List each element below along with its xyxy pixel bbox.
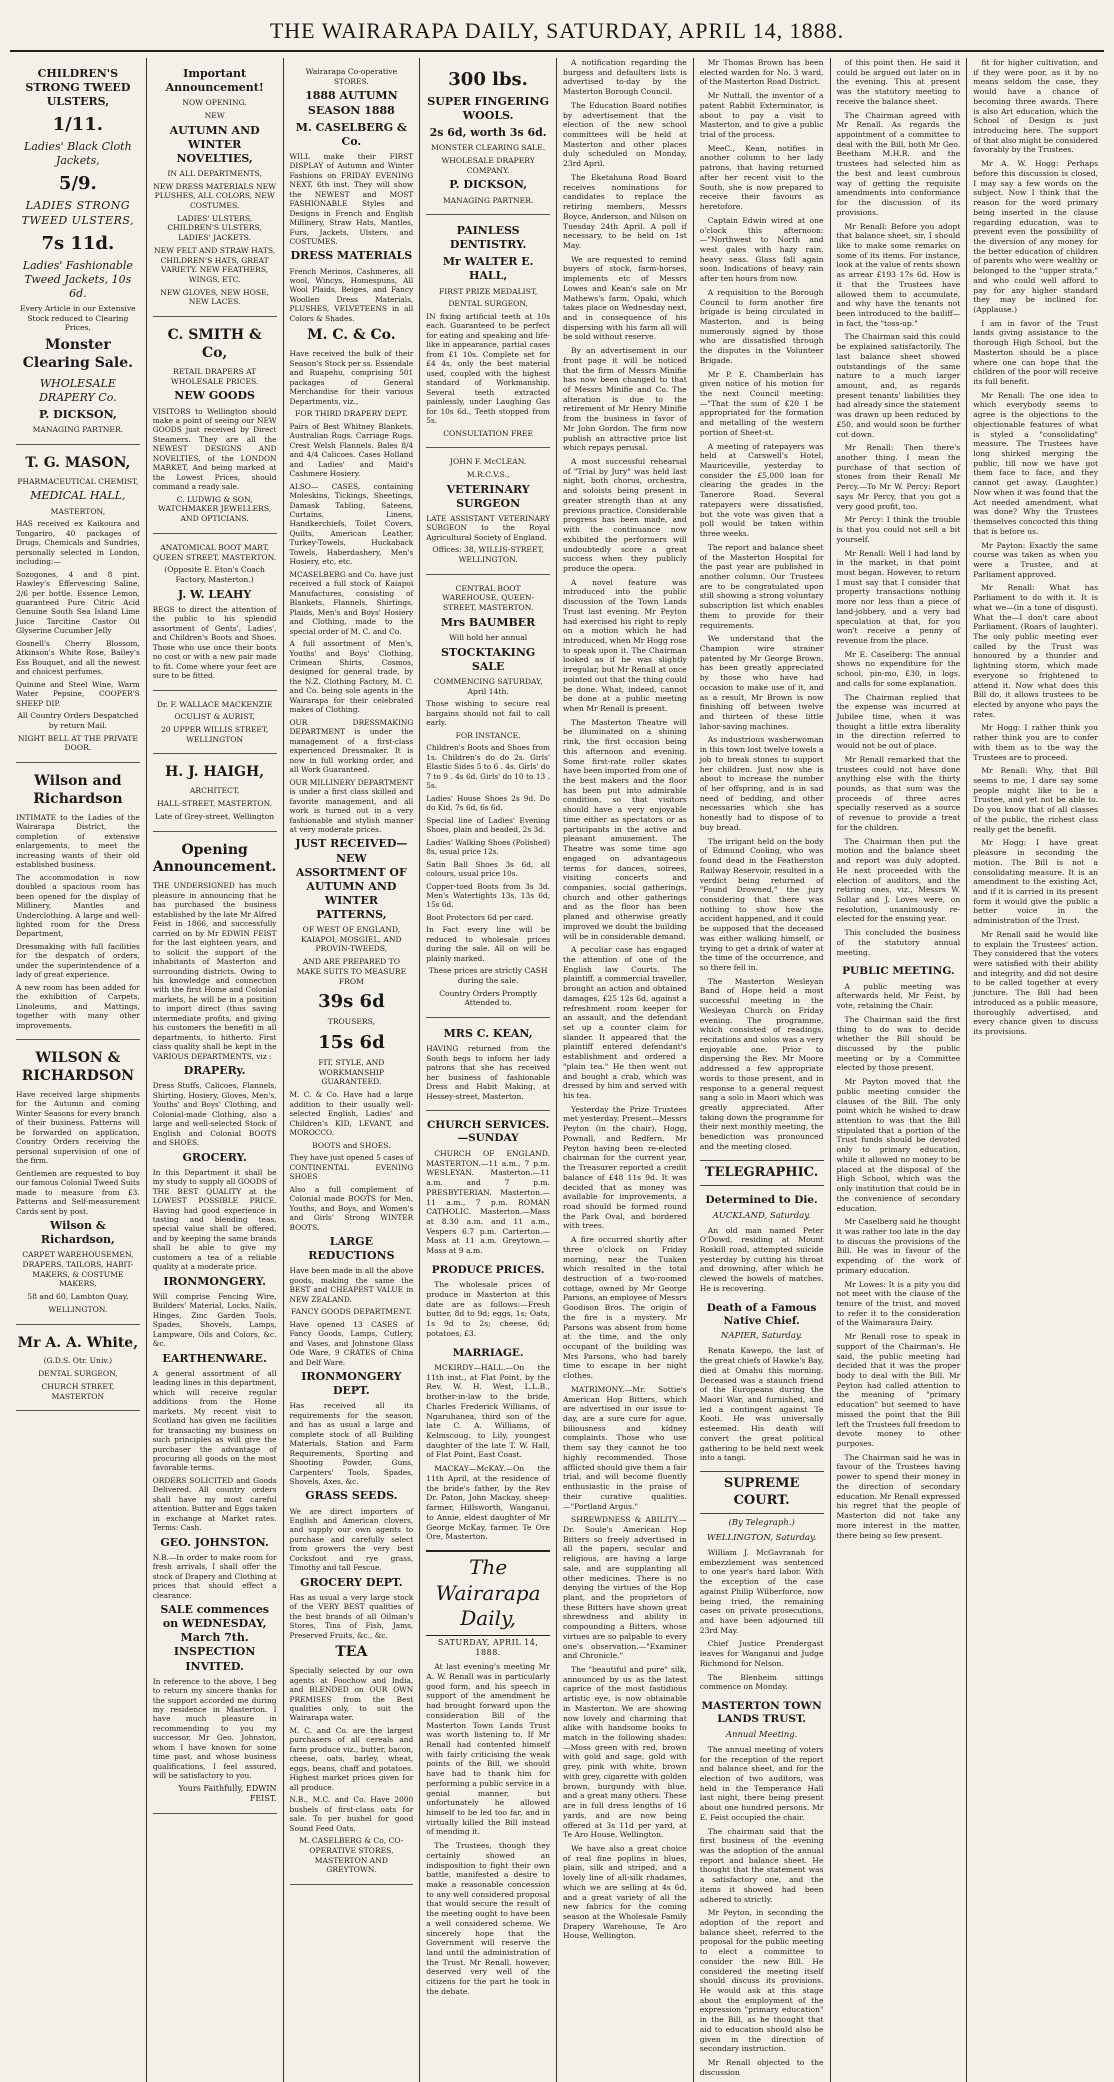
ad-dept: BOOTS and SHOES. <box>312 1140 391 1150</box>
paragraph: Mr P. E. Chamberlain has given notice of his motion for the next Council meeting:—"That the sum of £20 1 be appropriated for the formation and metalling of the western portion of Sheet-st. <box>699 369 824 437</box>
paragraph: Mr Payton: Exactly the same course was taken as when you were a Trustee, and at Parliament approved. <box>973 540 1098 579</box>
paragraph: The Education Board notifies by advertisement that the election of the new school committees will be held at Masterton and other places duly scheduled on Monday, 23rd April. <box>563 100 687 169</box>
paragraph: The irrigant held on the body of Edmund Cooling, who was found dead in the Featherston Railway Reservoir, resulted in a verdict being returned of "Found Drowned," the jury considering that there was nothing to show how the accident happened, and it could be supposed that the deceased was either walking himself, or trying to get a drink of water at the time of the occurrence, and so there fell in. <box>699 836 824 972</box>
ad-name: Dr. F. WALLACE MACKENZIE <box>156 699 273 709</box>
ad-now: NOW OPENING. <box>182 98 247 108</box>
paragraph: A most successful rehearsal of "Trial by Jury" was held last night, both chorus, orchestra, and soloists being present in greater strength than at any previous practice. Considerable progress has been made, and with the continuance now exhibited the performers will undoubtedly score a great success when they publicly produce the opera. <box>563 457 687 573</box>
ad-body: LATE ASSISTANT VETERINARY SURGEON to the Royal Agricultural Society of England. <box>426 513 550 542</box>
ad-role: VETERINARY SURGEON <box>446 482 530 510</box>
ad-mcclean <box>426 448 550 574</box>
paragraph: This concluded the business of the statutory annual meeting. <box>836 928 961 957</box>
ad-dept: GROCERY. <box>182 1150 247 1164</box>
subheading: Determined to Die. <box>705 1194 818 1207</box>
paragraph: fit for higher cultivation, and if they were poor, as it by no means seldom the case, they would have a chance of becoming three awards. There is also Art education, which the School of Design is just introducing here. The support of that also might be considered favorably by the Trustees. <box>973 58 1098 155</box>
paragraph: The wholesale prices of produce in Masterton at this date are as follows:—Fresh butter, 8d to 9d; eggs, 1s; Oats, 1s 9d to 2s; cheese, 6d; potatoes, £3. <box>426 1280 550 1338</box>
ad-deg: (G.D.S. Otr. Univ.) <box>43 1356 113 1366</box>
ad-name: J. W. LEAHY <box>178 587 252 601</box>
ad-price: 1/11. <box>52 114 104 136</box>
ad-body: AND ARE PREPARED TO MAKE SUITS TO MEASURE FROM <box>296 957 407 986</box>
ad-johnston <box>153 832 277 1815</box>
paragraph: A requisition to the Borough Council to form another fire brigade is being circulated in Masterton, and is being numerously signed by those who are dissatisfied through the disputes in the Volunteer Brigade. <box>699 287 824 365</box>
ad-body: M. C. and Co. are the largest purchasers of all cereals and farm produce viz., butter, bacon, cheese, oats, barley, wheat, eggs, beans, chaff and potatoes. Highest market prices given for all produce. <box>289 1725 414 1792</box>
ad-body: The accommodation is now doubled a spacious room has been opened for the display of Millinery, Mantles and Underclothing. A large and well-lighted room for the Dress Department, <box>16 872 140 939</box>
ad-body: IN fixing artificial teeth at 10s each. Guaranteed to be perfect for eating and speaking and life-like in appearance, partial cases from £1 10s. Complete set for £4 4s, only the best material used, coupled with the highest standard of Workmanship. Several teeth extracted painlessly, under Laughing Gas for 10s 6d., Teeth stopped from 5s. <box>426 311 550 426</box>
paragraph: The Blenheim sittings commence on Monday. <box>699 1672 824 1692</box>
ad-season: AUTUMN AND WINTER NOVELTIES, <box>169 123 260 165</box>
ad-dept: FOR INSTANCE. <box>455 730 521 740</box>
ad-body: HAS received ex Kaikoura and Tongariro, 40 packages of Drugs, Chemicals and Sundries, personally selected in London, including:— <box>16 519 140 567</box>
editorial <box>426 1662 550 1996</box>
ad-name: Wilson & Richardson, <box>40 1219 115 1247</box>
ad-body: TROUSERS, <box>327 1017 375 1027</box>
paragraph: Mr Renall rose to speak in support of the Chairman's. He said, the public meeting had decided that it was the proper body to deal with the Bill. Mr Peyton had called attention to the meaning of "primary education" but seemed to have missed the point that the Bill left the Trustees full freedom to devote money to other purposes. <box>836 1332 961 1449</box>
ad-body: Every Article in our Extensive Stock reduced to Clearing Prices, <box>20 303 136 333</box>
ad-name: C. SMITH & Co, <box>167 327 262 362</box>
ad-body: In reference to the above, I beg to return my sincere thanks for the support accorded me during my residence in Masterton. I have much pleasure in recommending to you my successor, Mr Geo. Johnston, whom I have known for some time past, and whose business qualifications, I feel assured, will be satisfactory to you. <box>152 1676 277 1781</box>
ad-body: Will hold her annual <box>449 632 528 642</box>
ad-medal: FIRST PRIZE MEDALIST, <box>439 286 538 296</box>
ad-title: Important Announcement! <box>165 67 264 95</box>
ad-body: Country Orders Promptly Attended to. <box>439 988 538 1008</box>
ad-trades: CARPET WAREHOUSEMEN, DRAPERS, TAILORS, HABIT-MAKERS, & COSTUME MAKERS, <box>22 1250 134 1289</box>
ad-body: We are direct importers of English and American clovers, and supply our own agents to purchase and carefully select from growers the very best Cocksfoot and rye grass, Timothy and tall Fescue. <box>289 1506 414 1573</box>
ad-body: A general assortment of all leading lines in this department, which will receive regular additions from the Home markets. My recent visit to Scotland has given me facilities for transacting my business on such principles as will give the purchaser the advantage of procuring all goods on the most favorable terms. <box>152 1368 277 1473</box>
ad-body: N.B., M.C. and Co. Have 2000 bushels of first-class oats for sale. To per bushel for good Sound Feed Oats. <box>289 1795 414 1833</box>
ad-addr: CHURCH STREET, MASTERTON <box>41 1381 115 1401</box>
ad-body: Has as usual a very large stock of the VERY BEST qualities of the best brands of all Oilman's Stores, Tins of Fish, Jams, Preserved Fruits, &c., &c. <box>289 1592 414 1640</box>
paragraph: The Masterton Wesleyan Band of Hope held a most successful meeting in the Wesleyan Church on Friday evening. The programme, which consisted of readings, recitations and solos was a very enjoyable one. Prior to dispersing the Rev. Mr Moore addressed a few appropriate words to those present, and in response to a general request sang a solo in Maori which was greatly appreciated. After taking down the programme for their next monthly meeting, the benediction was pronounced and the meeting closed. <box>699 976 824 1151</box>
paragraph: The Chairman said he was in favour of the Trustees having power to spend their money in the direction of secondary education. Mr Renall expressed his regret that the people of Masterton did not take any more interest in the matter, there being so few present. <box>836 1452 961 1540</box>
ad-dickson-ulsters <box>16 58 140 445</box>
subheading: (By Telegraph.) <box>728 1518 795 1529</box>
ad-leahy <box>153 534 277 691</box>
ad-mason-chemist <box>16 445 140 763</box>
ad-sale: SALE commences on WEDNESDAY, March 7th. INSPECTION INVITED. <box>160 1603 269 1673</box>
ad-list: Ladies' House Shoes 2s 9d. Do do Kid, 7s 6d, 6s 6d. <box>426 793 550 813</box>
ad-list: Special line of Ladies' Evening Shoes, plain and beaded, 2s 3d. <box>426 815 550 835</box>
column-6 <box>694 58 831 2082</box>
masthead: THE WAIRARAPA DAILY, SATURDAY, APRIL 14, 1888. <box>269 18 845 43</box>
section-heading: PRODUCE PRICES. <box>431 1263 545 1276</box>
ad-body: ORDERS SOLICITED and Goods Delivered. All country orders shall have my most careful attention. Butter and Eggs taken in exchange at Market rates. Terms: Cash. <box>152 1475 277 1533</box>
ad-caselberg <box>290 58 414 1885</box>
paragraph: Mr Renall: Before you adopt that balance sheet, sir, I should like to make some remarks on some of its items. For instance, look at the value of rents shown as arrear £193 17s 6d. How is it that the Trustees have allowed them to accumulate, and why have the tenants not been introduced to the bailiff—in fact, the "toss-up." <box>836 221 961 328</box>
paragraph: Mr Renall: The one idea to which everybody seems to agree is the objections to the objectionable features of what is styled a "consolidating" measure. The Trustees have long shirked merging the public, till now we have got them face to face, and they cannot get away. (Laughter.) Now when it was found that the Act needed amendment, what was done? Why the Trustees themselves concocted this thing that is before us. <box>973 390 1098 536</box>
ad-price: 5/9. <box>58 173 97 195</box>
paragraph: We have also a great choice of real fine poplins in blues, plain, silk and striped, and a lovely line of all-silk rhadames, which we are selling at 4s 6d. and a great variety of all the new fabrics for the coming season at the Wholesale Family Drapery Warehouse, Te Aro House, Wellington. <box>563 1843 687 1941</box>
column-1 <box>10 58 147 2082</box>
ad-list: NEW FELT AND STRAW HATS, CHILDREN'S HATS, GREAT VARIETY. NEW FEATHERS, WINGS, ETC. <box>154 245 276 285</box>
ad-list: NEW DRESS MATERIALS NEW PLUSHES, ALL COLORS, NEW COSTUMES. <box>153 181 276 210</box>
paragraph: CHURCH OF ENGLAND. MASTERTON.—11 a.m., 7 p.m. WESLEYAN. Masterton.—11 a.m. and 7 p.m. PRESBYTERIAN. Masterton.—11 a.m., 7 p.m. ROMAN CATHOLIC. Masterton.—Mass at 8.30 a.m. and 11 a.m., Vespers 6.7 p.m. Carterton.—Mass at 11 a.m. Greytown.—Mass at 9 a.m. <box>426 1148 550 1256</box>
ad-mackenzie <box>153 691 277 755</box>
ad-body: Pairs of Best Whitney Blankets. Australian Rugs. Carriage Rugs. Crest Welsh Flannels. Bales 8/4 and 4/4 Calicoes. Cases Holland and Ladies' and Maid's Cashmere Hosiery. <box>289 421 414 479</box>
ad-body: Gentlemen are requested to buy our famous Colonial Tweed Suits made to measure from £3. Patterns and Self-measurement Cards sent by post. <box>16 1168 140 1216</box>
ad-body: THE UNDERSIGNED has much pleasure in announcing that he has purchased the business established by the late Mr Alfred Feist in 1866, and successfully carried on by Mr EDWIN FEIST for the last eighteen years, and to solicit the support of the inhabitants of Masterton and surrounding districts. Owing to his knowledge and connection with the first Home and Colonial markets, he will be in a position to import direct (thus saving intermediate profits, and giving his customers the benefit) in all departments, to hitherto. First class quality shall be kept in the VARIOUS DEPARTMENTS, viz : <box>152 881 277 1061</box>
section-heading: CHURCH SERVICES.—SUNDAY <box>426 1119 550 1145</box>
ad-price: 39s 6d <box>318 991 385 1013</box>
ad-dept: FANCY GOODS DEPARTMENT. <box>291 1307 412 1317</box>
dateline: AUCKLAND, Saturday. <box>712 1210 811 1221</box>
column-5 <box>557 58 694 2082</box>
ad-sign: Yours Faithfully, EDWIN FEIST. <box>178 1783 277 1803</box>
ad-dept: GRASS SEEDS. <box>305 1489 398 1503</box>
ad-note: All Country Orders Despatched by return Mail. <box>17 711 139 730</box>
paragraph: of this point then. He said it could be argued out later on in the evening. This at present was the statutory meeting to receive the balance sheet. <box>836 58 961 106</box>
ad-dept: LARGE REDUCTIONS <box>308 1234 395 1263</box>
ad-body: These prices are strictly CASH during the sale. <box>428 966 548 985</box>
ad-body: In this Department it shall be my study to supply all GOODS of THE BEST QUALITY at the LOWEST POSSIBLE PRICE. Having had good experience in tasting and blending teas, special value shall be offered, and by keeping the same brands shall be able to give my customers a tea of a reliable quality at a moderate price. <box>152 1167 277 1272</box>
ad-role: DENTAL SURGEON, <box>38 1369 118 1379</box>
paragraph: Mr Hogg: I have great pleasure in seconding the motion. The Bill is not a consolidating measure. It is an amendment to the existing Act, and if it is carried in its present form it would give the public a better voice in the administration of the Trust. <box>973 838 1098 926</box>
ad-body: Also a full complement of Colonial made BOOTS for Men, Youths, and Boys, and Women's and Girls' Strong WINTER BOOTS. <box>289 1184 414 1232</box>
ad-addr: 58 and 60, Lambton Quay, <box>27 1292 129 1302</box>
ad-depts: IN ALL DEPARTMENTS, <box>167 168 262 178</box>
paragraph: Mr Nuttall, the inventor of a patent Rabbit Exterminator, is about to pay a visit to Masterton, and to give a public trial of the process. <box>699 91 824 140</box>
paragraph: The report and balance sheet of the Masterton Hospital for the past year are published in another column. Our Trustees are to be congratulated upon still showing a strong voluntary subscription list which enables them to provide for their requirements. <box>699 542 824 630</box>
ad-price: 2s 6d, worth 3s 6d. <box>429 126 547 140</box>
ad-hall: MEDICAL HALL, <box>30 489 126 503</box>
columns <box>10 58 1104 2077</box>
paragraph: A meeting of ratepayers was held at Carswell's Hotel, Mauriceville, yesterday to consider the £5,000 loan for clearing the grades in the Tanerore Road. Several ratepayers were dissatisfied, but the vote was given that a poll would be taken within three weeks. <box>699 441 824 539</box>
ad-body: Specially selected by our own agents at Foochow and India, and BLENDED on OUR OWN PREMISES from the Best qualities only, to suit the Wairarapa water. <box>289 1666 414 1723</box>
paragraph: Yesterday the Prize Trustees met yesterday. Present—Messrs Peyton (in the chair), Hogg, Pownall, and Redfern. Mr Peyton having been re-elected chairman for the current year, the Treasurer reported a credit balance of £48 11s 9d. It was decided that as money was available for improvements, a road should be formed round the Park Oval, and bordered with trees. <box>563 1104 687 1231</box>
paragraph: Mr Renall said he would like to explain the Trustees' action. They considered that the voters were satisfied with their ability and integrity, and did not desire to be called together at every juncture. The Bill had been introduced as a public measure, thoroughly advertised, and every chance given to discuss its provisions. <box>973 929 1098 1036</box>
paragraph: The annual meeting of voters for the reception of the report and balance sheet, and for the election of two auditors, was held in the Temperance Hall last night, there being present about one hundred persons. Mr E. Feist occupied the chair. <box>699 1744 824 1822</box>
paragraph: Captain Edwin wired at one o'clock this afternoon:—"Northwest to North and west gales with hazy rain, heavy seas. Glass fall again soon. Indications of heavy rain after ten hours from now. <box>699 215 824 284</box>
section-heading: TELEGRAPHIC. <box>700 1160 824 1187</box>
section-heading: MASTERTON TOWN LANDS TRUST. <box>701 1700 822 1726</box>
paragraph: Mr Caselberg said he thought it was rather too late in the day to discuss the provisions of the Bill. He was in favour of the expending of the work of primary education. <box>836 1217 961 1275</box>
ad-price: 7s 11d. <box>41 232 115 254</box>
paragraph: A peculiar case has engaged the attention of one of the English law Courts. The plaintiff, a commercial traveller, brought an action and obtained damages, £25 12s 6d, against a refreshment room keeper for an assault, and the defendant set up a counter claim for slander. It appeared that the plaintiff entered defendant's establishment and ordered a "plain tea." He then went out and bought a crab, which was dressed by him and served with his tea. <box>563 945 687 1101</box>
ad-body: A full assortment of Men's, Youths' and Boys' Clothing, Crimean Shirts, Cosmos, designed for general trade, by the N.Z. Clothing Factory, M. C. and Co. being sole agents in the Wairarapa for their celebrated makes of Clothing. <box>289 639 414 715</box>
ad-name: T. G. MASON, <box>25 454 131 471</box>
ad-body: Those wishing to secure real bargains should not fail to call early. <box>426 699 550 728</box>
ad-dept: IRONMONGERY. <box>163 1274 266 1288</box>
ad-name: WILSON & RICHARDSON <box>21 1050 135 1085</box>
ad-smith <box>153 317 277 534</box>
paragraph: Mr Renall objected to the discussion <box>699 2058 824 2077</box>
ad-name: Mr A. A. White, <box>17 1334 139 1351</box>
ad-name: P. DICKSON, <box>449 178 528 192</box>
ad-body: HAVING returned from the South begs to inform her lady patrons that she has received her business of fashionable Dress and Habit Making, at Hessey-street, Masterton. <box>426 1044 550 1101</box>
ad-body: Have received large shipments for the Autumn and coming Winter Seasons for every branch of their business. Patterns will be forwarded on application, Country Orders receiving the personal supervision of one of the firm. <box>16 1089 140 1166</box>
ad-price: 15s 6d <box>318 1031 385 1053</box>
ad-title: SUPER FINGERING WOOLS. <box>427 95 549 123</box>
ad-body: OF WEST OF ENGLAND, KAIAPOI, MOSGIEL, AND PROVIN-TWEEDS, <box>301 924 402 954</box>
ad-title: ANATOMICAL BOOT MART, QUEEN STREET, MASTERTON. <box>153 542 277 562</box>
ad-title: Wairarapa Co-operative STORES. <box>305 67 398 86</box>
paragraph: SHREWDNESS & ABILITY.—Dr. Soule's American Hop Bitters so freely advertised in all the papers, secular and religious, are having a large sale, and are supplanting all other medicines. There is no denying the virtues of the Hop plant, and the proprietors of these Bitters have shown great shrewdness and ability in compounding a Bitters, whose virtues are so palpable to every one's observation.—"Examiner and Chronicle." <box>563 1515 687 1661</box>
paragraph: I am in favor of the Trust lands giving assistance to the thorough High School, but the Masterton should be a place where one can hope that the children of the poor will receive its full benefit. <box>973 318 1098 386</box>
ad-role: DENTAL SURGEON, <box>448 299 528 309</box>
column-2 <box>147 58 284 2082</box>
subheading: Death of a Famous Native Chief. <box>706 1301 817 1328</box>
ad-name: H. J. HAIGH, <box>165 764 265 781</box>
ad-name: M. C. & Co. <box>307 327 396 344</box>
ad-deg: M.R.C.V.S., <box>466 470 510 480</box>
paragraph: William J. McGavranah for embezzlement was sentenced to one year's hard labor. With the exception of the case against Philip Wilberforce, now being tried, the remaining cases on private prosecutions, and have been adjourned till 23rd May. <box>699 1547 824 1635</box>
ad-addr: 20 UPPER WILLIS STREET, WELLINGTON <box>160 725 269 744</box>
paragraph: Renata Kawepo, the last of the great chiefs of Hawke's Bay, died at Omahu this morning. Deceased was a staunch friend of the Europeans during the Maori War, and furnished, and led a contingent against Te Kooti. He was universally esteemed. His death will convert the great political gathering to be held next week into a tangi. <box>699 1346 824 1463</box>
ad-name: Mrs BAUMBER <box>440 615 536 629</box>
paragraph: A fire occurred shortly after three o'clock on Friday morning, near the Tuaken which resulted in the total destruction of a two-roomed cottage, owned by Mr George Parsons, an employee of Messrs Goodison Bros. The origin of the fire is a mystery. Mr Parsons was absent from home at the time, and the only occupant of the building was Mrs Parsons, who had barely time to escape in her night clothes. <box>563 1235 687 1381</box>
ad-hall-dentist <box>426 215 550 448</box>
dateline: WELLINGTON, Saturday. <box>706 1533 817 1544</box>
ad-list: NEW GLOVES, NEW HOSE, NEW LACES. <box>160 287 270 307</box>
masthead-rule <box>10 50 1104 52</box>
paragraph: The Chairman said the first thing to do was to decide whether the Bill should be discussed by the public meeting or by a Committee elected by those present. <box>836 1014 961 1073</box>
paragraph: MATRIMONY.—Mr. Sottie's American Hop Bitters, which are advertised in our issue to-day, are a sure cure for ague, biliousness and kidney complaints. Those who use them say they cannot be too highly recommended. Those afflicted should give them a fair trial, and will become fluently enthusiastic in the praise of their curative qualities.—"Portland Argus." <box>563 1384 687 1511</box>
paragraph: The Chairman agreed with Mr Renall. As regards the appointment of a committee to deal with the Bill, both Mr Geo. Beetham M.H.R. and the trustees had selected him as the best and least cumbrous way of getting the requisite amendments into conformance for the discussion of its provisions. <box>836 110 961 217</box>
ad-line: LADIES STRONG TWEED ULSTERS, <box>21 199 135 227</box>
column-3 <box>284 58 421 2082</box>
ad-sale: MONSTER CLEARING SALE. <box>431 143 546 153</box>
ad-list: Satin Ball Shoes 3s 6d, all colours, usual price 10s. <box>426 859 550 879</box>
ad-list: Boot Protectors 6d per card. <box>426 912 534 922</box>
paragraph: Mr Renall: What has Parliament to do with it. It is what we—(in a tone of disgust). What the—I don't care about Parliament. (Roars of laughter). The only public meeting ever called by the Trust was honoured by a thunder and lightning storm, which made everyone so frightened to attend it. Now what does this Bill do, it allows trustees to be elected by anyone who pays the rates. <box>973 583 1098 719</box>
ad-dept: JUST RECEIVED—NEW ASSORTMENT OF AUTUMN AND WINTER PATTERNS, <box>295 837 408 921</box>
ad-town: WELLINGTON. <box>48 1304 108 1314</box>
column-8 <box>967 58 1104 2082</box>
ad-role: PHARMACEUTICAL CHEMIST, <box>17 476 139 486</box>
ad-name: MRS C. KEAN, <box>443 1027 533 1041</box>
ad-new: NEW <box>204 110 225 120</box>
ad-season: 1888 AUTUMN SEASON 1888 <box>305 89 398 117</box>
ad-body: Have received the bulk of their Season's Stock per ss. Essendale and Ruapehu, comprising 501 packages of General Merchandise for their various Departments, viz., <box>289 349 414 406</box>
ad-sign: C. LUDWIG & SON, WATCHMAKER JEWELLERS, AND OPTICIANS. <box>158 494 272 524</box>
paragraph: The Chairman replied that the expense was incurred at Jubilee time, when it was thought a little extra liberality in the direction referred to would not be out of place. <box>836 692 961 751</box>
ad-name: JOHN F. McCLEAN. <box>449 457 527 467</box>
ad-white-dentist <box>16 1325 140 1412</box>
ad-town: MASTERTON, <box>50 506 106 516</box>
ad-role: MANAGING PARTNER. <box>442 195 534 205</box>
ad-dept: IRONMONGERY DEPT. <box>301 1370 402 1398</box>
ad-body: They have just opened 5 cases of CONTINENTAL EVENING SHOES <box>289 1153 414 1182</box>
ad-wilson-richardson <box>16 763 140 1040</box>
editorial-banner: The Wairarapa Daily, <box>426 1550 550 1636</box>
paragraph: A public meeting was afterwards held, Mr Feist, by vote, retaining the Chair. <box>836 981 961 1011</box>
paragraph: A novel feature was introduced into the public discussion of the Town Lands Trust last evening. Mr Peyton had exercised his right to reply on a motion which he had introduced, when Mr Hogg rose to speak upon it. The Chairman looked as if he was slightly irregular, but Mr Renall at once pointed out that the thing could be done. What, indeed, cannot be done at a public meeting when Mr Renall is present. <box>563 577 687 713</box>
ad-body: VISITORS to Wellington should make a point of seeing our NEW GOODS just received by Direct Steamers. They are all the NEWEST DESIGNS AND NOVELTIES, of the LONDON MARKET, And being marked at the Lowest Prices, should command a ready sale. <box>152 406 277 492</box>
paragraph: Mr Renall: Well I had land by in the market, in that point must began. However, to return I must say that I consider that property transactions nothing more nor less than a piece of land-jobbery, and a very bad speculation at that, for you won't receive a penny of revenue from the place. <box>836 548 961 645</box>
ad-addr: HALL-STREET, MASTERTON. <box>157 799 273 809</box>
ad-body: FIT, STYLE, AND WORKMANSHIP GUARANTEED. <box>318 1058 385 1087</box>
paragraph: The Chairman then put the motion and the balance sheet and report was duly adopted. He next proceeded with the election of auditors, and the retiring ones, viz., Messrs W. Sollar and J. Loves were, on resolution, unanimously re-elected for the ensuing year. <box>836 836 961 924</box>
paragraph: Chief Justice Prendergast leaves for Wanganui and Judge Richmond for Nelson. <box>699 1639 824 1668</box>
paragraph: Mr A. W. Hogg: Perhaps before this discussion is closed, I may say a few words on the subject. Now I think that the reason for the word primary being inserted in the clause regarding education, was to prevent even the possibility of the diversion of any money for the better education of children of parents who were wealthy or belonged to the "upper strata," and who could well afford to pay for any higher standard they may be inclined for. (Applause.) <box>973 159 1098 314</box>
paragraph: The Chairman said this could be explained satisfactorily. The last balance sheet showed outstandings of the same nature to a much larger amount, and, as regards present tenants' liabilities they had already since the statement was drawn up been reduced by £50, and would soon be further cut down. <box>836 332 961 439</box>
ad-name: GEO. JOHNSTON. <box>160 1535 269 1549</box>
paragraph: Mr Renall: Then there's another thing. I mean the purchase of that section of stones from their Renall Mr Percy.—To Mr W. Percy: Report says Mr Percy, that you got a very good profit, too. <box>836 443 961 511</box>
ad-name: Wilson and Richardson <box>33 773 123 807</box>
subheading: Annual Meeting. <box>725 1729 798 1740</box>
paragraph: The "beautiful and pure" silk, announced by us as the latest caprice of the most fastidious artistic eye, is now obtainable in Masterton. We are showing now lovely and charming that alike with handsome books to match in the following shades:—Moss green with red, brown with gold and sage, gold with grey, pink with white, brown with grey, cigarette with golden brown, burgundy with blue, and a great many others. These are in full dress lengths of 16 yards, and are now being offered at 3s 11d per yard, at Te Aro House, Wellington. <box>563 1665 687 1840</box>
ad-dept: EARTHENWARE. <box>162 1351 267 1365</box>
ad-body: Have been made in all the above goods, making the same the BEST and CHEAPEST VALUE in NEW ZEALAND. <box>289 1266 414 1304</box>
column-4 <box>420 58 557 2082</box>
notices <box>426 1119 550 1542</box>
ad-role: ARCHITECT, <box>189 786 240 796</box>
ad-body: OUR DRESSMAKING DEPARTMENT is under the management of a first-class experienced Dressmaker. It is now in full working order, and all Work Guaranteed. <box>289 717 414 775</box>
ad-title: PAINLESS DENTISTRY. <box>449 224 527 252</box>
paragraph: The chairman said that the first business of the evening was the adoption of the annual report and balance sheet. He thought that the statement was a satisfactory one, and the items it showed had been adhered to strictly. <box>699 1826 824 1904</box>
paragraph: Mr Renall remarked that the trustees could not have done anything else with the thirty pounds, as that sum was the proceeds of three acres specially reserved as a source of revenue to provide a treat for the children. <box>836 754 961 832</box>
paragraph: Mr Percy: I think the trouble is that you could not sell a bit yourself. <box>836 515 961 544</box>
paragraph: Mr Renall: Why, that Bill seems to me, I dare say some people might like to be a Trustee, and yet not be able to. Do you know that of all classes of the public, the richest class really get the benefit. <box>973 766 1098 834</box>
ad-body: MCASELBERG and Co. have just received a full stock of Kaiapoi Manufactures, consisting of Blankets, Flannels, Shirtings, Plaids, Men's and Boys' Hosiery and Clothing, made to the special order of M. C. and Co. <box>289 569 414 636</box>
ad-sale: Monster Clearing Sale. <box>22 337 133 371</box>
ad-note: CONSULTATION FREE <box>443 428 534 438</box>
ad-list: Gosnell's Cherry Blossom, Atkinson's White Rose, Bailey's Ess Bouquet, and all the newest and choicest perfumes. <box>16 638 140 677</box>
ad-role: RETAIL DRAPERS AT WHOLESALE PRICES. <box>170 366 259 386</box>
ad-note: NIGHT BELL AT THE PRIVATE DOOR. <box>17 733 138 753</box>
ad-role: MANAGING PARTNER. <box>32 425 124 435</box>
paragraph: At last evening's meeting Mr A. W. Renall was in particularly good form, and his speech in support of the amendment he had brought forward upon the consideration Bill of the Masterton Town Lands Trust was worth listening to. If Mr Renall had contented himself with fairly criticising the weak points of the Bill, we should have had to thank him for performing a public service in a genial manner, but unfortunately he allowed himself to be led too far, and in virtually killed the Bill instead of mending it. <box>426 1662 550 1837</box>
ad-title: Opening Announcement. <box>152 841 277 876</box>
ad-goods: NEW GOODS <box>174 389 255 403</box>
paragraph: An old man named Peter O'Dowd, residing at Mount Roskill road, attempted suicide yesterday by cutting his throat and drowning, after which he clewed the bowels of matches. He is recovering. <box>699 1225 824 1293</box>
paragraph: The Trustees, though they certainly showed an indisposition to fight their own battle, manifested a desire to make a reasonable concession to any well considered proposal that would secure the result of the meeting ought to have been a well considered scheme. We sincerely hope that the Government will reserve the land until the administration of the Trust. Mr Renall, however, deserved very well of the citizens for the part he took in the debate. <box>426 1841 550 1996</box>
paragraph: Mr Thomas Brown has been elected warden for No. 3 ward, of the Masterton Road District. <box>699 58 824 87</box>
ad-body: WILL make their FIRST DISPLAY of Autumn and Winter Fashions on FRIDAY EVENING NEXT, 6th inst. They will show the NEWEST and MOST FASHIONABLE Styles and Designs in French and English Millinery, Straw Hats, Mantles, Furs, Jackets, Ulsters, and COSTUMES. <box>289 151 414 246</box>
ad-baumber <box>426 575 550 1018</box>
ad-addr: Offices: 38, WILLIS-STREET, WELLINGTON. <box>432 545 544 565</box>
section-heading: PUBLIC MEETING. <box>842 965 955 978</box>
ad-list: Copper-toed Boots from 3s 3d. Men's Watertights 13s, 13s 6d, 15s 6d. <box>426 881 550 910</box>
ad-name: P. DICKSON, <box>38 408 117 421</box>
ad-body: OUR MILLINERY DEPARTMENT is under a first class skilled and favorite management, and all work is turned out in a very fashionable and stylish manner at very moderate prices. <box>289 777 414 834</box>
ad-name: M. CASELBERG & Co. <box>295 120 407 148</box>
ad-line: Ladies' Fashionable Tweed Jackets, 10s 6d. <box>22 258 133 300</box>
ad-dept: GROCERY DEPT. <box>300 1575 403 1589</box>
dateline: NAPIER, Saturday. <box>720 1331 803 1342</box>
paragraph: Mr Payton moved that the public meeting consider the clauses of the Bill. The only point which he wished to draw attention to was that the Bill stipulated that a portion of the Trust funds should be devoted only to primary education, while it allowed no money to be placed at the disposal of the High School, which was the only institution that could be in the convenience of secondary education. <box>836 1077 961 1213</box>
ad-body: ALSO— CASES, containing Moleskins, Tickings, Sheetings, Damask Tabling, Sateens, Curtains, Linens, Handkerchiefs, Toilet Covers, Quilts, American Leather, Turkey-Towels, Huckaback Towels, Haberdashery, Men's Hosiery, etc, etc. <box>289 481 414 567</box>
ad-firm: WHOLESALE DRAPERY COMPANY. <box>441 155 535 175</box>
section-heading: SUPREME COURT. <box>700 1471 824 1514</box>
paragraph: We are requested to remind buyers of stock, farm-horses, implements etc of Messrs Lowes and Kean's sale on Mr Mathews's farm, Opaki, which takes place on Wednesday next, and in consequence of his dispersing with his farm all will be sold without reserve. <box>563 254 687 342</box>
paragraph: Mr E. Caselberg: The annual shows no expenditure for the school, pin-mo, £30, in logs, and calls for some explanation. <box>836 649 961 688</box>
ad-list: Children's Boots and Shoes from 1s. Children's do do 2s. Girls' Elastic Sides 5 to 6 . 4s. Girls' do 7 to 9 . 4s 6d. Girls' do 10 to 13 . 5s. <box>426 743 550 791</box>
ad-list: LADIES' ULSTERS, CHILDREN'S ULSTERS, LADIES' JACKETS. <box>167 213 262 243</box>
ad-role: OCULIST & AURIST, <box>174 712 255 722</box>
ad-body: In Fact every line will be reduced to wholesale prices during the sale. All on will be plainly marked. <box>426 925 550 963</box>
paragraph: Mr Peyton, in seconding the adoption of the report and balance sheet, referred to the proposal for the public meeting to elect a committee to consider the new Bill. He considered the meeting itself should discuss its provisions. He would ask at this stage about the employment of the expression "primary education" in the Bill, as he thought that aid to education should also be given in the direction of secondary instruction. <box>699 1908 824 2054</box>
paragraph: The Masterton Theatre will be illuminated on a shining rink, the first occasion being this afternoon and evening. Some first-rate roller skates have been imported from one of the best makers and the floor has been put into admirable condition, so that visitors should have a very enjoyable time either as spectators or as participants in the active and pleasant amusement. The Theatre was some time ago engaged on advantageous terms for dances, soirees, visiting concerts and companies, social gatherings, church and other gatherings and as the floor has been planed and otherwise greatly improved we doubt the building will be in considerable demand. <box>563 717 687 941</box>
ad-name: Mr WALTER E. HALL, <box>442 255 534 283</box>
paragraph: MACKAY—McKAY.—On the 11th April, at the residence of the bride's father, by the Rev Dr. Paton, John Mackay, sheep-farmer, Hillsworth, Wanganui, to Annie, eldest daughter of Mr George McKay, farmer, Te Ore Ore, Masterton. <box>426 1464 550 1542</box>
ad-line: Ladies' Black Cloth Jackets, <box>24 140 132 168</box>
paragraph: We understand that the Champion wire strainer patented by Mr George Brown, has been greatly appreciated by those who have had occasion to make use of it, and as a result, Mr Brown is now finishing off between twelve and thirteen of these little labor-saving machines. <box>699 634 824 731</box>
paragraph: MCKIRDY—HALL.—On the 11th inst., at Flat Point, by the Rev. W. H. West, L.L.B., brother-in-law to the bride, Charles Frederick Williams, of Ngaruhanea, third son of the late C. A. Williams, of Kelmscoug. to Lily, youngest daughter of the late T. W. Hall, of Flat Point, East Coast. <box>426 1363 550 1460</box>
ad-title: CENTRAL BOOT WAREHOUSE, QUEEN-STREET, MASTERTON. <box>442 583 535 613</box>
ad-late: Late of Grey-street, Wellington <box>155 811 275 821</box>
paragraph: Mr Hogg: I rather think you rather think you are to confer with them as to the way the Trustees are to proceed. <box>973 723 1098 762</box>
ad-body: Will comprise Fencing Wire, Builders' Material, Locks, Nails, Hinges, Zinc Garden Tools, Spades, Shovels, Lamps, Lampware, Oils and Colors, &c. &c. <box>152 1291 277 1349</box>
ad-body: M. C. & Co. Have had a large addition to their usually well-selected English, Ladies' and Children's KID, LEVANT, and MOROCCO. <box>289 1090 414 1138</box>
ad-body: A new room has been added for the exhibition of Carpets, Linoleums, and Mattings, together with many other improvements. <box>16 982 140 1030</box>
ad-haigh <box>153 754 277 831</box>
ad-sub: (Opposite E. Eton's Coach Factory, Masterton.) <box>164 565 265 585</box>
ad-list: Sozogones, 4 and 8 pint. Hawley's Effervescing Saline, 2/6 per bottle. Essence Lemon, guaranteed Pure Citric Acid Genuine South Sea Island Lime Juice Tarcitine Castor Oil Glyserine Cucumber Jelly <box>16 569 140 636</box>
editorial-date: SATURDAY, APRIL 14, 1888. <box>437 1637 539 1657</box>
ad-dept: DRAPERy. <box>183 1064 246 1078</box>
ad-body: Dressmaking with full facilities for the despatch of orders, under the superintendence of a lady of great experience. <box>16 941 140 980</box>
ad-body: N.B.—In order to make room for fresh arrivals, I shall offer the stock of Drapery and Clothing at prices that should effect a clearance. <box>152 1552 277 1600</box>
ad-dept: FOR THIRD DRAPERY DEPT. <box>295 409 408 419</box>
ad-dept: DRESS MATERIALS <box>290 249 413 263</box>
ad-body: COMMENCING SATURDAY, April 14th. <box>433 676 543 696</box>
ad-sign: M. CASELBERG & Co, CO-OPERATIVE STORES, MASTERTON AND GREYTOWN. <box>299 1836 404 1875</box>
section-heading: MARRIAGE. <box>452 1346 524 1359</box>
ad-firm: WHOLESALE DRAPERY Co. <box>39 376 117 404</box>
ad-list: Ladies' Walking Shoes (Polished) 8s, usual price 12s. <box>426 837 550 857</box>
ad-list: Quinine and Steel Wine, Warm Water Pepsine, COOPER'S SHEEP DIP. <box>16 679 140 708</box>
ad-dept: TEA <box>335 1644 368 1661</box>
paragraph: The Eketahuna Road Board receives nominations for candidates to replace the retiring members, Messrs Boyce, Anderson, and Nilson on Tuesday 24th April. A poll if necessary, to be held on 1st May. <box>563 172 687 250</box>
ad-wilson-richardson-2 <box>16 1040 140 1324</box>
paragraph: As industrious washerwoman in this town lost twelve towels a job to break stones to support her children. Just now she is about to increase the number of her offspring, and is in sad need of bedding, and other necessaries which she has honestly had to dispose of to buy bread. <box>699 735 824 832</box>
ad-body: Dress Stuffs, Calicoes, Flannels, Shirting, Hosiery, Gloves, Men's, Youths' and Boys' Clothing, and Colonial-made Clothing, also a large and well-selected Stock of English and Colonial BOOTS and SHOES. <box>152 1081 277 1148</box>
ad-sale: STOCKTAKING SALE <box>440 645 536 673</box>
ad-lbs: 300 lbs. <box>448 69 528 90</box>
paragraph: A notification regarding the burgess and defaulters lists is advertised to-day by the Masterton Borough Council. <box>563 58 687 97</box>
paragraph: MeeC., Kean, notifies in another column to her lady patrons, that having returned after her recent visit to the South, she is now prepared to receive their favours as heretofore. <box>699 143 824 212</box>
ad-body: Has received all its requirements for the season, and has as usual a large and complete stock of all Building Materials, Station and Farm Requirements, Sporting and Shooting Powder, Guns, Carpenters' Tools, Spades, Shovels, Axes, &c. <box>289 1401 414 1486</box>
column-7 <box>831 58 968 2082</box>
paragraph: By an advertisement in our front page it will be noticed that the firm of Messrs Minifie has now been changed to that of Messrs Minifie and Co. The alteration is due to the retirement of Mr Henry Minifie from the business in favor of Mr John Gordon. The firm now publish an attractive price list which repays perusal. <box>563 346 687 453</box>
ad-kean <box>426 1018 550 1111</box>
ad-body: French Merinos, Cashmeres, all wool, Wincys, Homespuns, All Wool Plaids, Beiges, and Fancy Woollen Dress Materials, PLUSHES, VELVETEENS in all Colors & Shades. <box>289 266 414 323</box>
paragraph: Mr Lowes: It is a pity you did not meet with the clause of the tenure of the trust, and moved to refer it to the consideration of the Waimaraura Dairy. <box>836 1279 961 1328</box>
ad-body: BEGS to direct the attention of the public to his splendid assortment of Gents', Ladies', and Children's Boots and Shoes. Those who use once their boots no cost or with a new pair made to fit. Come where your feet are sure to be fitted. <box>152 604 277 681</box>
ad-title: CHILDREN'S STRONG TWEED ULSTERS, <box>25 67 131 109</box>
ad-body: INTIMATE to the Ladies of the Wairarapa District, the completion of extensive enlargements, to meet the increasing wants of their old established business. <box>16 812 140 870</box>
ad-wools <box>426 58 550 215</box>
ad-novelties <box>153 58 277 317</box>
ad-body: Have opened 13 CASES of Fancy Goods, Lamps, Cutlery, and Vases, and Johnstone Glass Ode Ware, 9 CRATES of China and Delf Ware. <box>289 1319 414 1367</box>
